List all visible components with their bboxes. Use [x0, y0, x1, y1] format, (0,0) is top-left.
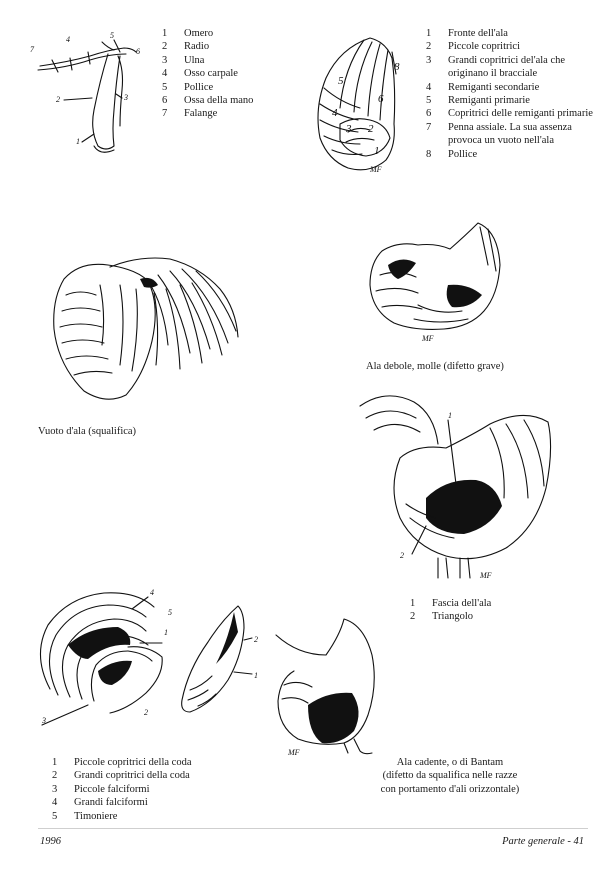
wing-label: 6	[378, 93, 384, 105]
wing-label: 2	[368, 123, 374, 135]
wing-label: 4	[332, 107, 338, 119]
tail-label: 5	[168, 608, 172, 617]
legend-row: 6 Copritrici delle remiganti primarie	[426, 108, 593, 120]
legend-row: 5 Pollice	[162, 81, 214, 93]
legend-row: 1 Fascia dell'ala	[410, 598, 492, 609]
bone-label: 7	[30, 45, 34, 54]
bone-label: 6	[136, 47, 140, 56]
legend-row: 3 Grandi copritrici del'ala che originano il bracciale	[426, 54, 566, 80]
bone-label: 2	[56, 95, 60, 104]
legend-row: 4 Osso carpale	[162, 68, 238, 80]
tail-feathers-illustration	[28, 585, 178, 725]
wing-gap-illustration	[40, 245, 250, 415]
legend-row: 2 Radio	[162, 41, 210, 53]
wing-bones-illustration	[28, 30, 158, 160]
footer-year: 1996	[40, 836, 61, 847]
feather-label: 2	[254, 635, 258, 644]
bone-label: 1	[76, 137, 80, 146]
drooping-wing-illustration	[268, 615, 398, 760]
legend-row: 4 Grandi falciformi	[52, 797, 148, 809]
legend-row: 7 Falange	[162, 108, 218, 120]
legend-row: 5 Remiganti primarie	[426, 95, 530, 107]
wing-label: 8	[394, 61, 400, 73]
legend-row: 1 Fronte dell'ala	[426, 28, 508, 39]
legend-row: 2 Piccole copritrici	[426, 41, 521, 53]
drooping-wing-caption-line: (difetto da squalifica nelle razze	[382, 770, 518, 782]
drooping-wing-caption-line: Ala cadente, o di Bantam	[396, 757, 504, 768]
legend-row: 4 Remiganti secondarie	[426, 81, 540, 93]
legend-row: 8 Pollice	[426, 148, 478, 160]
bones-legend	[162, 27, 292, 121]
wing-label: 3	[346, 123, 352, 135]
legend-row: 2 Grandi copritrici della coda	[52, 770, 190, 782]
wing-band-illustration	[356, 388, 556, 583]
legend-row: 5 Timoniere	[52, 810, 118, 822]
footer-page-number: Parte generale - 41	[502, 836, 584, 847]
legend-row: 7 Penna assiale. La sua assenza provoca un vuoto nell'ala	[426, 121, 572, 147]
band-label: 2	[400, 551, 404, 560]
signature: MF	[370, 165, 382, 174]
band-label: 1	[448, 411, 452, 420]
wing-gap-caption: Vuoto d'ala (squalifica)	[38, 426, 137, 437]
legend-row: 6 Ossa della mano	[162, 95, 254, 107]
bone-label: 4	[66, 35, 70, 44]
legend-row: 1 Piccole copritrici della coda	[52, 757, 192, 768]
tail-label: 4	[150, 588, 154, 597]
legend-row: 1 Omero	[162, 28, 214, 39]
wing-label: 1	[374, 145, 380, 157]
signature: MF	[480, 571, 492, 580]
tail-label: 3	[42, 716, 46, 725]
weak-wing-illustration	[358, 215, 508, 345]
legend-row: 3 Piccole falciformi	[52, 783, 150, 795]
footer-divider	[38, 828, 588, 829]
signature: MF	[422, 334, 434, 343]
wing-feathers-illustration	[300, 28, 410, 178]
tail-label: 1	[164, 628, 168, 637]
drooping-wing-caption	[350, 756, 550, 796]
weak-wing-caption: Ala debole, molle (difetto grave)	[366, 361, 504, 372]
tail-legend	[52, 756, 252, 823]
band-legend	[410, 597, 560, 624]
wing-legend	[426, 27, 596, 161]
bone-label: 5	[110, 31, 114, 40]
tail-label: 2	[144, 708, 148, 717]
signature: MF	[288, 748, 300, 757]
bone-label: 3	[124, 93, 128, 102]
feather-illustration	[168, 600, 268, 720]
feather-label: 1	[254, 671, 258, 680]
legend-row: 2 Triangolo	[410, 611, 474, 623]
drooping-wing-caption-line: con portamento d'ali orizzontale)	[380, 783, 520, 795]
legend-row: 3 Ulna	[162, 54, 205, 66]
wing-label: 5	[338, 75, 344, 87]
